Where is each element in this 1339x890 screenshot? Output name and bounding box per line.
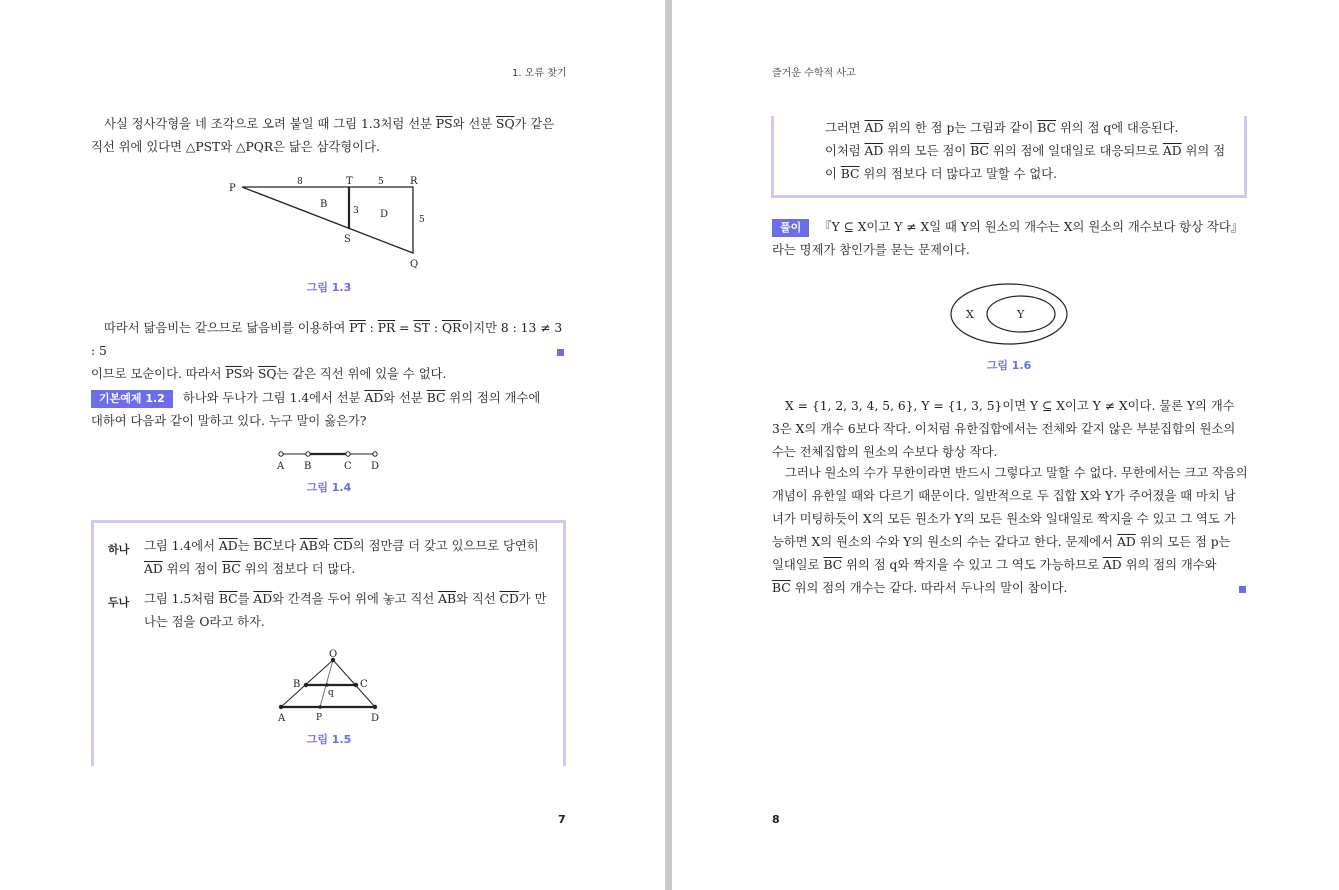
text: 따라서 닮음비는 같으므로 닮음비를 이용하여: [104, 321, 350, 335]
point-b: [304, 683, 308, 687]
segment-ad: $\overline{AD}$: [864, 121, 884, 135]
text: 위의 점: [1181, 144, 1226, 158]
text: 이므로 모순이다. 따라서: [91, 367, 226, 381]
segment-ad: $\overline{AD}$: [364, 391, 384, 405]
paragraph-infinite-sets: [772, 462, 1248, 600]
speaker-duna: 두나: [108, 596, 130, 609]
text: 『Y ⊆ X이고 Y ≠ X일 때 Y의 원소의 개수는 X의 원소의 개수보다 항상 작다』: [819, 220, 1244, 234]
segment-bc: $\overline{BC}$: [222, 562, 241, 576]
text-line: [772, 577, 1248, 600]
text: :: [365, 321, 378, 335]
segment-bc: $\overline{BC}$: [772, 581, 791, 595]
segment-sq: $\overline{SQ}$: [257, 367, 277, 381]
text-line: [825, 163, 1235, 186]
text: 가 같은: [514, 117, 555, 131]
point-b: [306, 452, 310, 456]
segment-bc: $\overline{BC}$: [1037, 121, 1057, 135]
text: 이: [825, 167, 841, 181]
text: 와 직선: [456, 592, 500, 606]
end-of-proof-mark: [557, 349, 564, 356]
text: 와 간격을 두어 위에 놓고 직선: [272, 592, 439, 606]
segment-cd: $\overline{CD}$: [333, 539, 353, 553]
text-line: 3은 X의 개수 6보다 작다. 이처럼 유한집합에서는 전체와 같지 않은 부분집합의 원소의: [772, 422, 1236, 436]
text-line: 개념이 유한일 때와 다르기 때문이다. 일반적으로 두 집합 X와 Y가 주어졌을 때 마치 남: [772, 489, 1236, 503]
solution-badge: 풀이: [772, 219, 809, 237]
page-number: 8: [772, 813, 780, 826]
label-b: B: [304, 461, 312, 472]
duna-statement-continued: [825, 117, 1235, 186]
segment-ab: $\overline{AB}$: [299, 539, 318, 553]
text: 위의 점보다 더 많다.: [240, 562, 356, 576]
text-line: [91, 317, 567, 363]
point-d: [373, 452, 377, 456]
figure-1-3: [225, 172, 435, 272]
text: 하나와 두나가 그림 1.4에서 선분: [182, 391, 365, 405]
segment-pt: $\overline{PT}$: [349, 321, 366, 335]
label-d: D: [371, 713, 380, 724]
segment-qr: $\overline{QR}$: [441, 321, 462, 335]
text-line: 수는 전체집합의 원소의 수보다 항상 작다.: [772, 445, 998, 459]
figure-1-4: [270, 446, 390, 476]
running-head: 1. 오류 찾기: [512, 68, 567, 79]
segment-ad: $\overline{AD}$: [1102, 558, 1122, 572]
text: 위의 점의 개수와: [1121, 558, 1217, 572]
text-line: 그러나 원소의 수가 무한이라면 반드시 그렇다고 말할 수 없다. 무한에서는 크고 작음의: [785, 466, 1248, 480]
segment-pr: $\overline{PR}$: [377, 321, 396, 335]
figure-caption: 그림 1.5: [306, 733, 352, 746]
text: 위의 점보다 더 많다고 말할 수 없다.: [859, 167, 1058, 181]
text-line: [772, 554, 1248, 577]
text: 는 같은 직선 위에 있을 수 없다.: [276, 367, 447, 381]
text-line: [772, 531, 1248, 554]
text-line: 직선 위에 있다면 △PST와 △PQR은 닮은 삼각형이다.: [91, 140, 380, 154]
text: 그림 1.5처럼: [144, 592, 219, 606]
left-page: [0, 0, 665, 890]
segment-bc: $\overline{BC}$: [970, 144, 989, 158]
text: =: [395, 321, 414, 335]
text: 위의 모든 점 p는: [1135, 535, 1231, 549]
line-od: [333, 660, 375, 707]
text-line: [144, 535, 554, 558]
label-q: Q: [410, 259, 419, 270]
segment-bc: $\overline{BC}$: [840, 167, 860, 181]
segment-ad: $\overline{AD}$: [144, 562, 163, 576]
text-line: X = {1, 2, 3, 4, 5, 6}, Y = {1, 3, 5}이면 Y ⊆ X이고 Y ≠ X이다. 물론 Y의 개수: [785, 399, 1235, 413]
label-d: D: [371, 461, 380, 472]
label-q: q: [328, 688, 334, 698]
example-problem: [91, 387, 567, 433]
text: 위의 점 q에 대응된다.: [1056, 121, 1179, 135]
label-p: P: [316, 713, 323, 723]
text-line: [91, 113, 567, 136]
text: 그러면: [825, 121, 865, 135]
label-a: A: [277, 461, 285, 472]
text-line: [772, 216, 1248, 239]
text: 능하면 X의 원소의 수와 Y의 원소의 수는 같다고 한다. 문제에서: [772, 535, 1117, 549]
page-gutter: [665, 0, 672, 890]
text: 위의 점이: [162, 562, 222, 576]
figure-caption: 그림 1.6: [986, 359, 1032, 372]
paragraph-intro: [91, 113, 567, 159]
text-line: 라는 명제가 참인가를 묻는 문제이다.: [772, 243, 970, 257]
label-p: P: [229, 183, 236, 194]
figure-caption: 그림 1.4: [306, 481, 352, 494]
label-b: B: [320, 199, 328, 210]
text: 사실 정사각형을 네 조각으로 오려 붙일 때 그림 1.3처럼 선분: [104, 117, 436, 131]
segment-bc: $\overline{BC}$: [253, 539, 273, 553]
point-c: [346, 452, 350, 456]
segment-ad: $\overline{AD}$: [1162, 144, 1182, 158]
paragraph-contradiction: [91, 317, 567, 386]
text-line: [91, 387, 567, 410]
figure-1-5: [270, 646, 390, 728]
segment-sq: $\overline{SQ}$: [496, 117, 515, 131]
label-r: R: [410, 176, 418, 187]
label-c: C: [360, 679, 368, 690]
text: 그림 1.4에서: [144, 539, 219, 553]
text: 위의 한 점 p는 그림과 같이: [883, 121, 1038, 135]
text-line: [144, 558, 554, 581]
label-c: C: [344, 461, 352, 472]
line-cd: $\overline{CD}$: [499, 592, 519, 606]
paragraph-finite-sets: [772, 395, 1248, 464]
segment-ad: $\overline{AD}$: [864, 144, 884, 158]
text: 는: [237, 539, 254, 553]
text: 일대일로: [772, 558, 824, 572]
text-line: [825, 117, 1235, 140]
right-page: [672, 0, 1339, 890]
hana-statement: [144, 535, 554, 581]
point-p: [318, 705, 322, 709]
text: 와 선분: [452, 117, 497, 131]
text: 와: [317, 539, 334, 553]
text-line: 녀가 미팅하듯이 X의 모든 원소가 Y의 모든 원소와 일대일로 짝지을 수 있고 그 역도 가: [772, 512, 1236, 526]
label-5-top: 5: [378, 177, 384, 187]
label-t: T: [346, 176, 353, 187]
text: 위의 점의 개수에: [445, 391, 541, 405]
segment-ps: $\overline{PS}$: [225, 367, 243, 381]
segment-st: $\overline{ST}$: [413, 321, 431, 335]
text: 를: [237, 592, 254, 606]
segment-ad: $\overline{AD}$: [1116, 535, 1136, 549]
text-line: [91, 363, 567, 386]
segment-ad: $\overline{AD}$: [253, 592, 273, 606]
text: 위의 모든 점이: [883, 144, 971, 158]
point-a: [279, 705, 283, 709]
text: 위의 점에 일대일로 대응되므로: [988, 144, 1163, 158]
label-5-right: 5: [419, 215, 425, 225]
text-line: [825, 140, 1235, 163]
example-badge: 기본예제 1.2: [91, 390, 173, 408]
text: :: [430, 321, 442, 335]
label-y: Y: [1017, 308, 1025, 321]
running-head: 즐거운 수학적 사고: [772, 68, 856, 79]
duna-statement: [144, 588, 554, 634]
label-b: B: [293, 679, 301, 690]
segment-bc: $\overline{BC}$: [823, 558, 843, 572]
page-number: 7: [558, 813, 566, 826]
text-line: 나는 점을 O라고 하자.: [144, 615, 265, 629]
label-3: 3: [353, 206, 359, 216]
point-c: [354, 683, 358, 687]
text: 위의 점의 개수는 같다. 따라서 두나의 말이 참이다.: [790, 581, 1068, 595]
text: 의 점만큼 더 갖고 있으므로 당연히: [352, 539, 539, 553]
segment-ad: $\overline{AD}$: [218, 539, 238, 553]
label-s: S: [344, 234, 351, 245]
speaker-hana: 하나: [108, 543, 130, 556]
label-o: O: [329, 649, 338, 660]
point-d: [373, 705, 377, 709]
text: 위의 점 q와 짝지을 수 있고 그 역도 가능하므로: [842, 558, 1103, 572]
figure-1-6: [948, 282, 1072, 348]
triangle-pqr: [242, 187, 413, 253]
solution: [772, 216, 1248, 262]
point-a: [279, 452, 283, 456]
text: 보다: [272, 539, 300, 553]
text: 와 선분: [383, 391, 427, 405]
line-ab: $\overline{AB}$: [438, 592, 457, 606]
segment-bc: $\overline{BC}$: [218, 592, 238, 606]
segment-bc: $\overline{BC}$: [426, 391, 446, 405]
end-of-proof-mark: [1239, 586, 1246, 593]
text: 이지만 8 : 13 ≠ 3 : 5: [91, 321, 563, 358]
text: 와: [242, 367, 258, 381]
figure-caption: 그림 1.3: [306, 281, 352, 294]
label-a: A: [278, 713, 286, 724]
text: 이처럼: [825, 144, 865, 158]
text: 가 만: [518, 592, 547, 606]
label-x: X: [966, 308, 974, 321]
text-line: [144, 588, 554, 611]
point-q: [325, 683, 329, 687]
text-line: 대하여 다음과 같이 말하고 있다. 누구 말이 옳은가?: [91, 414, 367, 428]
segment-ps: $\overline{PS}$: [435, 117, 453, 131]
label-d: D: [380, 209, 389, 220]
label-8: 8: [297, 177, 303, 187]
